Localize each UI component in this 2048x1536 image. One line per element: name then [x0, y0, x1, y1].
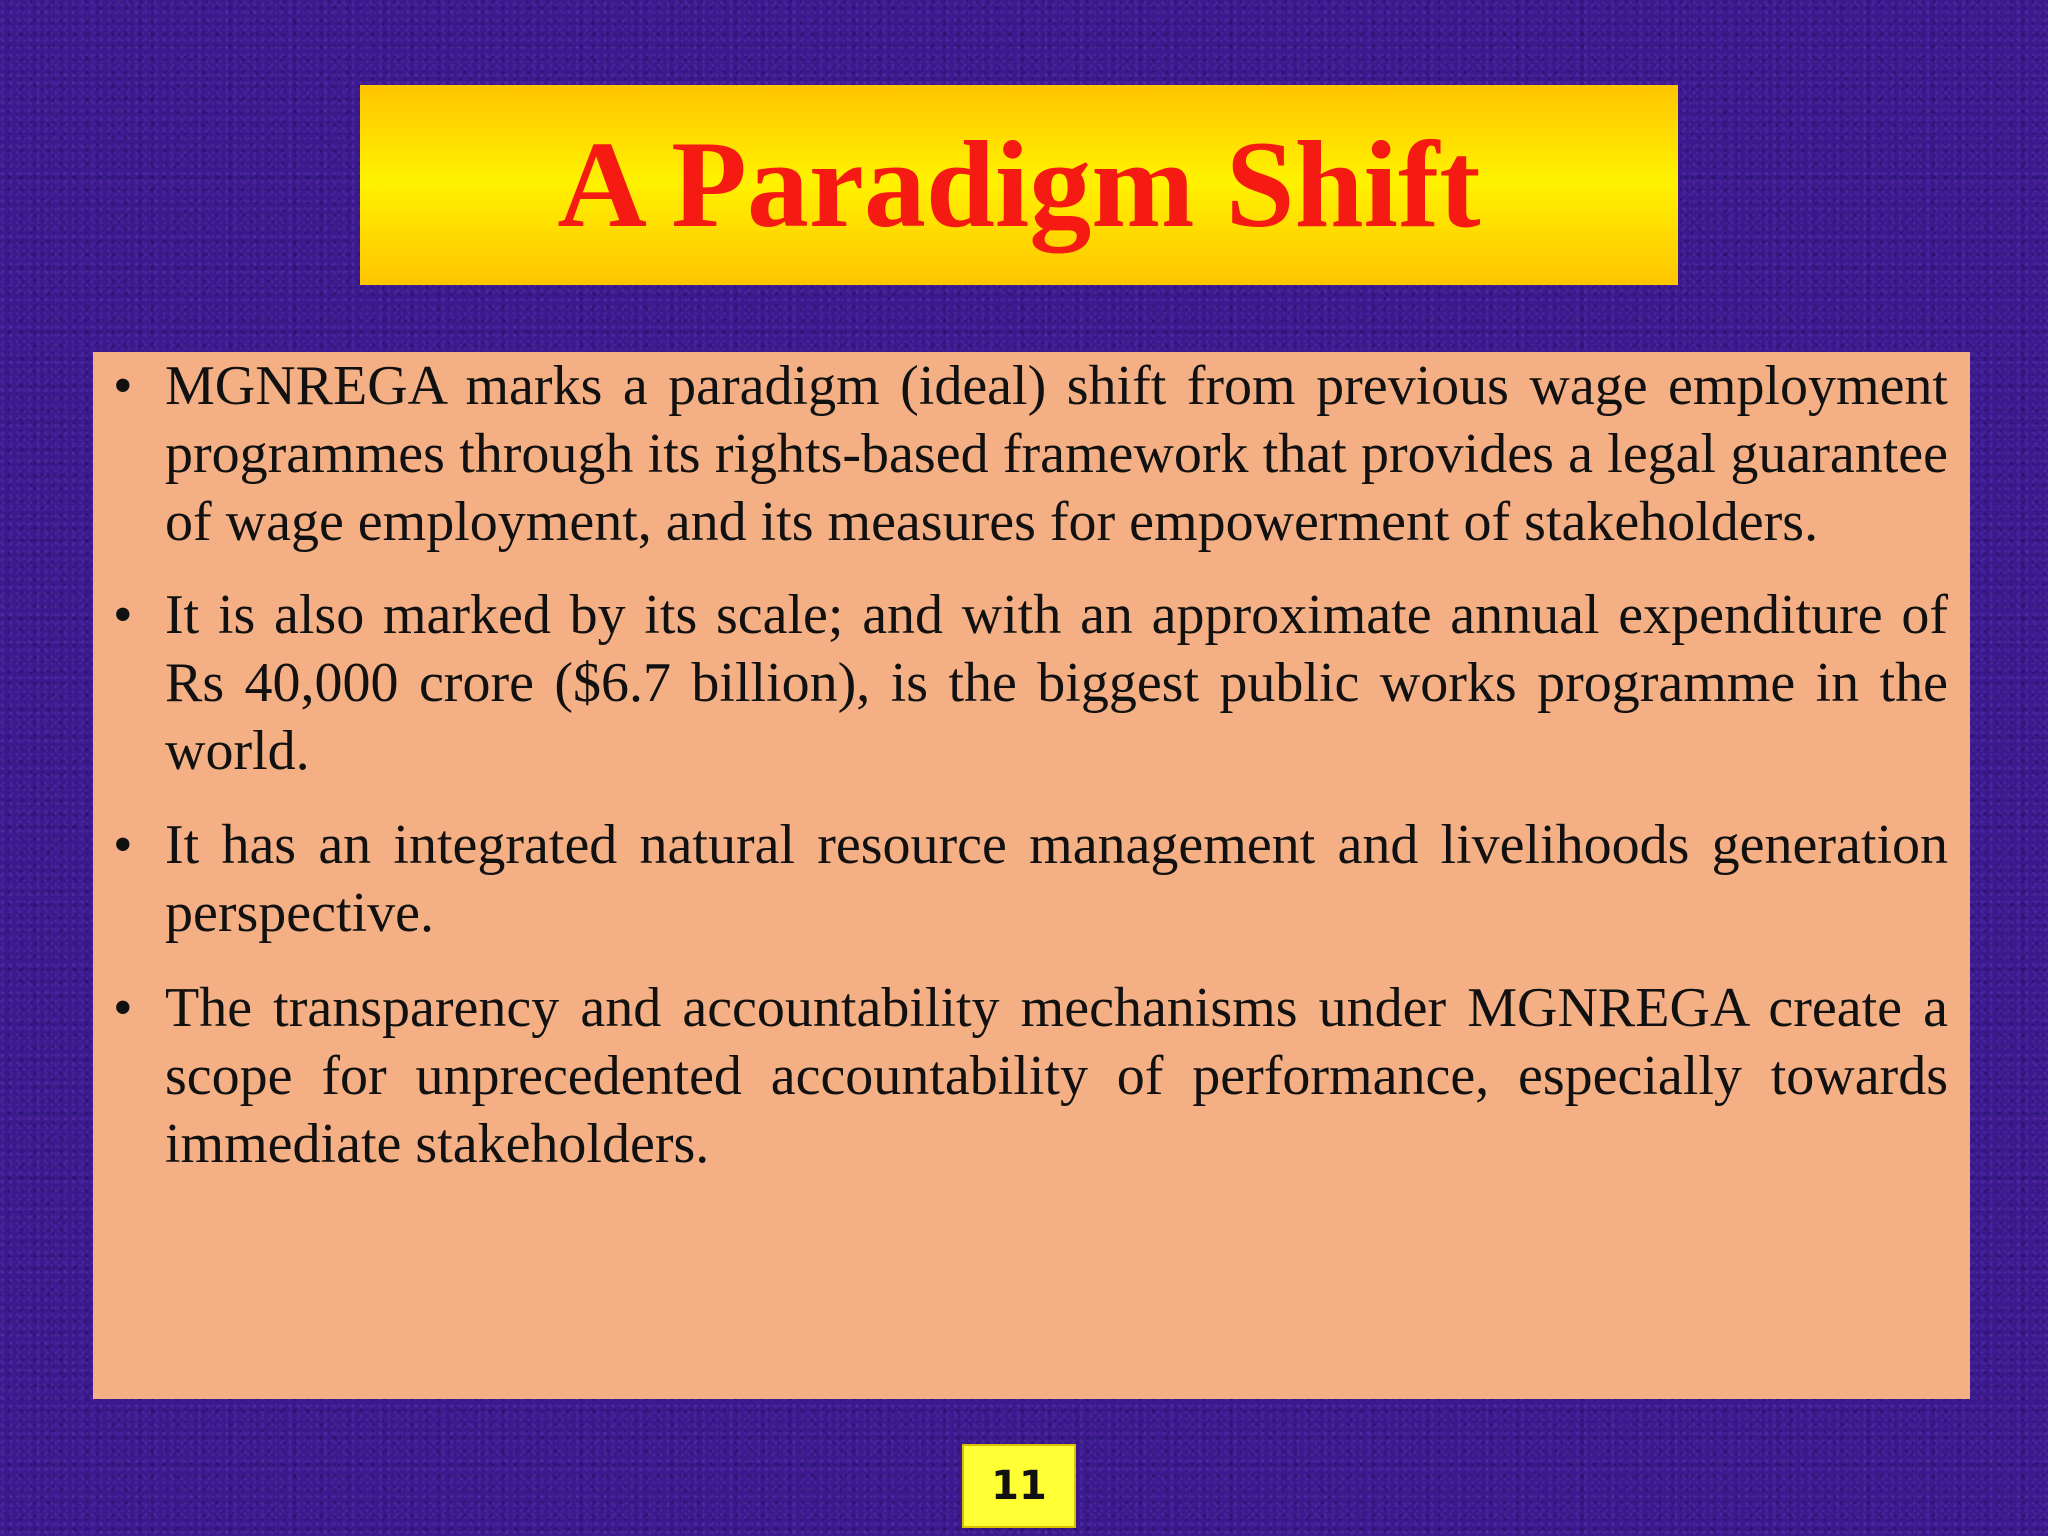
- bullet-item-natural-resource: • It has an integrated natural resource management and livelihoods generation perspective.: [165, 811, 1948, 947]
- bullet-list: [165, 352, 1948, 1178]
- bullet-item-transparency: • The transparency and accountability mechanisms under MGNREGA create a scope for unprecedented accountability of performance, especially towards immediate stakeholders.: [165, 974, 1948, 1178]
- page-number-badge: [962, 1444, 1076, 1528]
- title-banner: [360, 85, 1678, 285]
- bullet-item-rights-framework: • MGNREGA marks a paradigm (ideal) shift from previous wage employment programmes through its rights-based framework that provides a legal guarantee of wage employment, and its measures for empowerment of stakeholders.: [165, 352, 1948, 556]
- content-panel: [93, 352, 1970, 1399]
- slide-title: A Paradigm Shift: [557, 116, 1481, 253]
- bullet-item-scale: • It is also marked by its scale; and with an approximate annual expenditure of Rs 40,000 crore ($6.7 billion), is the biggest public works programme in the world.: [165, 581, 1948, 785]
- page-number: 11: [991, 1463, 1047, 1509]
